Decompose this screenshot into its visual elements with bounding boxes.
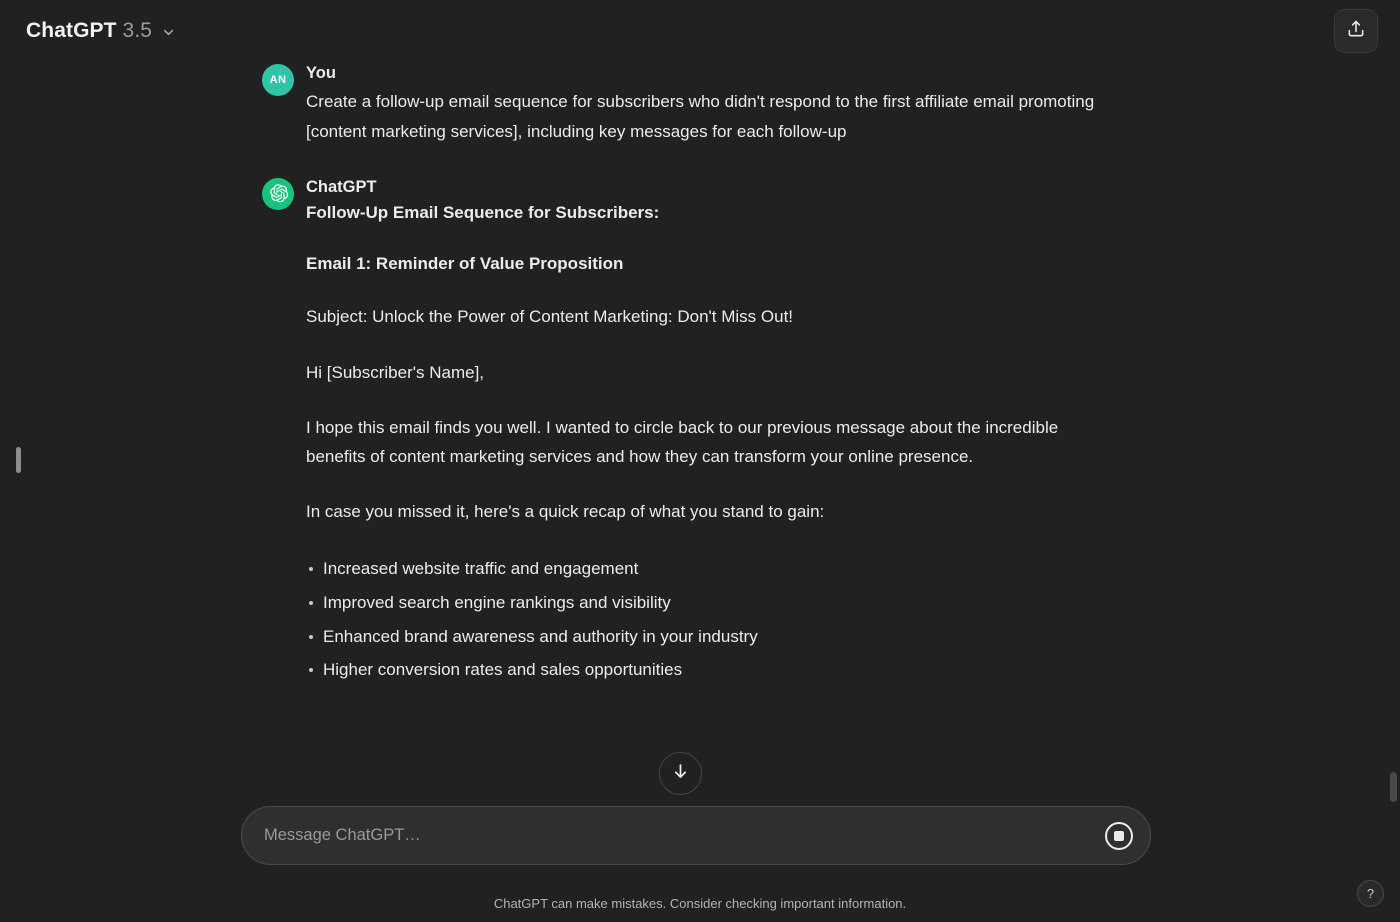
assistant-heading-email1: Email 1: Reminder of Value Proposition bbox=[306, 253, 624, 273]
assistant-subject-line: Subject: Unlock the Power of Content Marketing: Don't Miss Out! bbox=[306, 307, 794, 327]
message-assistant bbox=[0, 176, 1400, 687]
stop-square-icon bbox=[1114, 831, 1124, 841]
model-version-label: 3.5 bbox=[122, 19, 153, 42]
message-author: ChatGPT bbox=[306, 177, 377, 196]
model-name-label: ChatGPT bbox=[26, 19, 117, 42]
list-item: Improved search engine rankings and visibility bbox=[306, 586, 1100, 620]
chat-input[interactable] bbox=[242, 807, 1150, 864]
avatar bbox=[262, 178, 294, 210]
assistant-paragraph-2: In case you missed it, here's a quick recap of what you stand to gain: bbox=[306, 502, 825, 522]
message-body bbox=[306, 201, 1100, 687]
openai-logo-icon bbox=[268, 183, 289, 204]
user-prompt-text: Create a follow-up email sequence for subscribers who didn't respond to the first affiliate email promoting [content marketing services], including key messages for each follow-up bbox=[306, 92, 1095, 141]
assistant-benefits-list bbox=[306, 552, 1100, 687]
avatar-initials: AN bbox=[269, 74, 287, 86]
disclaimer-text: ChatGPT can make mistakes. Consider checking important information. bbox=[493, 896, 907, 911]
list-item: Increased website traffic and engagement bbox=[306, 552, 1100, 586]
assistant-paragraph-1: I hope this email finds you well. I wanted to circle back to our previous message about the incredible benefits of content marketing services and how they can transform your online presence. bbox=[306, 417, 1059, 466]
list-item: Higher conversion rates and sales opportunities bbox=[306, 653, 1100, 687]
message-author: You bbox=[306, 64, 336, 82]
composer-area bbox=[0, 802, 1400, 922]
assistant-greeting: Hi [Subscriber's Name], bbox=[306, 362, 485, 382]
stop-generating-button[interactable] bbox=[1105, 822, 1133, 850]
chevron-down-icon bbox=[161, 25, 176, 40]
app-header bbox=[0, 0, 1400, 62]
message-composer[interactable] bbox=[241, 806, 1151, 865]
share-upload-icon bbox=[1346, 19, 1366, 44]
assistant-heading-main: Follow-Up Email Sequence for Subscribers: bbox=[306, 203, 660, 222]
list-item: Enhanced brand awareness and authority in your industry bbox=[306, 620, 1100, 654]
conversation-thread bbox=[0, 62, 1400, 802]
avatar bbox=[262, 64, 294, 96]
arrow-down-icon bbox=[671, 762, 690, 786]
vertical-scrollbar-thumb[interactable] bbox=[1390, 772, 1397, 802]
message-user bbox=[0, 62, 1400, 146]
message-body bbox=[306, 87, 1100, 145]
scroll-to-bottom-button[interactable] bbox=[659, 752, 702, 795]
share-chat-button[interactable] bbox=[1334, 9, 1378, 53]
model-switcher-button[interactable] bbox=[24, 13, 186, 49]
help-button[interactable]: ? bbox=[1357, 880, 1384, 907]
